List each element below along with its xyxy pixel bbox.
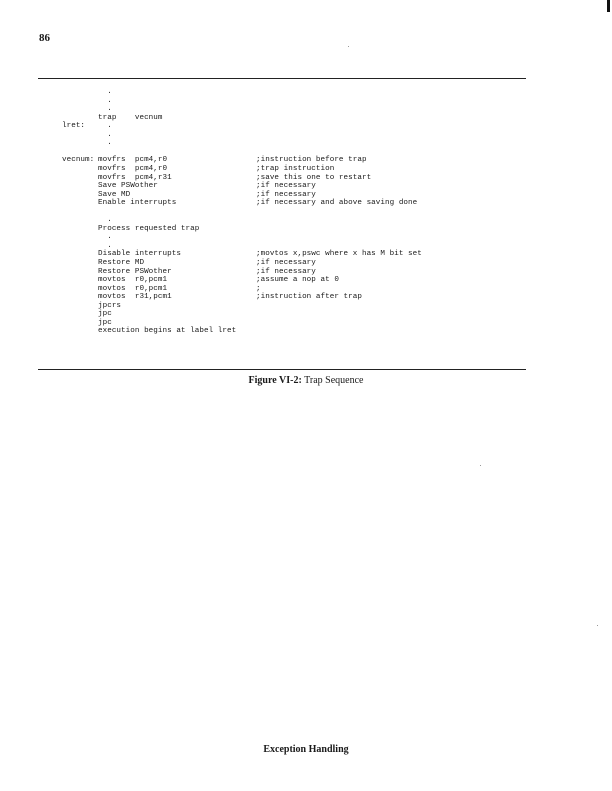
- code-instruction: .: [98, 241, 112, 250]
- code-comment: ;movtos x,pswc where x has M bit set: [256, 250, 422, 259]
- code-instruction: Disable interrupts: [98, 250, 181, 259]
- code-instruction: .: [98, 96, 112, 105]
- page-footer: Exception Handling: [263, 744, 349, 755]
- code-instruction: movfrs pcm4,r0: [98, 164, 168, 173]
- code-instruction: .: [98, 216, 112, 225]
- code-instruction: movtos r31,pcm1: [98, 293, 172, 302]
- code-instruction: Restore PSWother: [98, 267, 172, 276]
- code-instruction: Save MD: [98, 190, 131, 199]
- code-instruction: trap vecnum: [98, 113, 163, 122]
- code-instruction: Enable interrupts: [98, 199, 177, 208]
- top-rule: [38, 78, 526, 79]
- code-comment: ;instruction after trap: [256, 293, 362, 302]
- code-instruction: jpc: [98, 318, 112, 327]
- code-instruction: movtos r0,pcm1: [98, 284, 168, 293]
- figure-title: Trap Sequence: [304, 375, 364, 386]
- scan-speck: [480, 465, 481, 466]
- code-instruction: .: [98, 233, 112, 242]
- code-comment: ;: [256, 284, 261, 293]
- code-instruction: Restore MD: [98, 259, 145, 267]
- code-label: lret:: [62, 122, 86, 131]
- code-instruction: execution begins at label lret: [98, 327, 237, 336]
- code-comment: ;if necessary: [256, 190, 316, 199]
- figure-label: Figure VI-2:: [248, 375, 302, 386]
- code-instruction: jpcrs: [98, 301, 122, 310]
- code-instruction: .: [98, 130, 112, 139]
- scan-speck: [348, 46, 349, 47]
- code-instruction: jpc: [98, 310, 112, 319]
- code-comment: ;trap instruction: [256, 164, 335, 173]
- code-comment: ;assume a nop at 0: [256, 276, 339, 285]
- code-comment: ;if necessary: [256, 182, 316, 191]
- page-number: 86: [39, 32, 50, 44]
- code-instruction: Process requested trap: [98, 224, 200, 233]
- code-instruction: .: [98, 122, 112, 131]
- code-instruction: Save PSWother: [98, 182, 158, 191]
- code-comment: ;if necessary: [256, 267, 316, 276]
- scan-speck: [597, 625, 598, 626]
- code-instruction: .: [98, 105, 112, 114]
- code-comment: ;if necessary: [256, 259, 316, 267]
- code-comment: ;if necessary and above saving done: [256, 199, 418, 208]
- page-edge-mark: [607, 0, 610, 12]
- code-instruction: movfrs pcm4,r31: [98, 173, 172, 182]
- code-comment: ;instruction before trap: [256, 156, 367, 165]
- code-label: vecnum:: [62, 156, 95, 165]
- code-instruction: .: [98, 139, 112, 148]
- code-comment: ;save this one to restart: [256, 173, 372, 182]
- bottom-rule: [38, 369, 526, 370]
- code-instruction: movfrs pcm4,r0: [98, 156, 168, 165]
- figure-caption: [0, 375, 612, 386]
- code-instruction: .: [98, 88, 112, 96]
- code-instruction: movtos r0,pcm1: [98, 276, 168, 285]
